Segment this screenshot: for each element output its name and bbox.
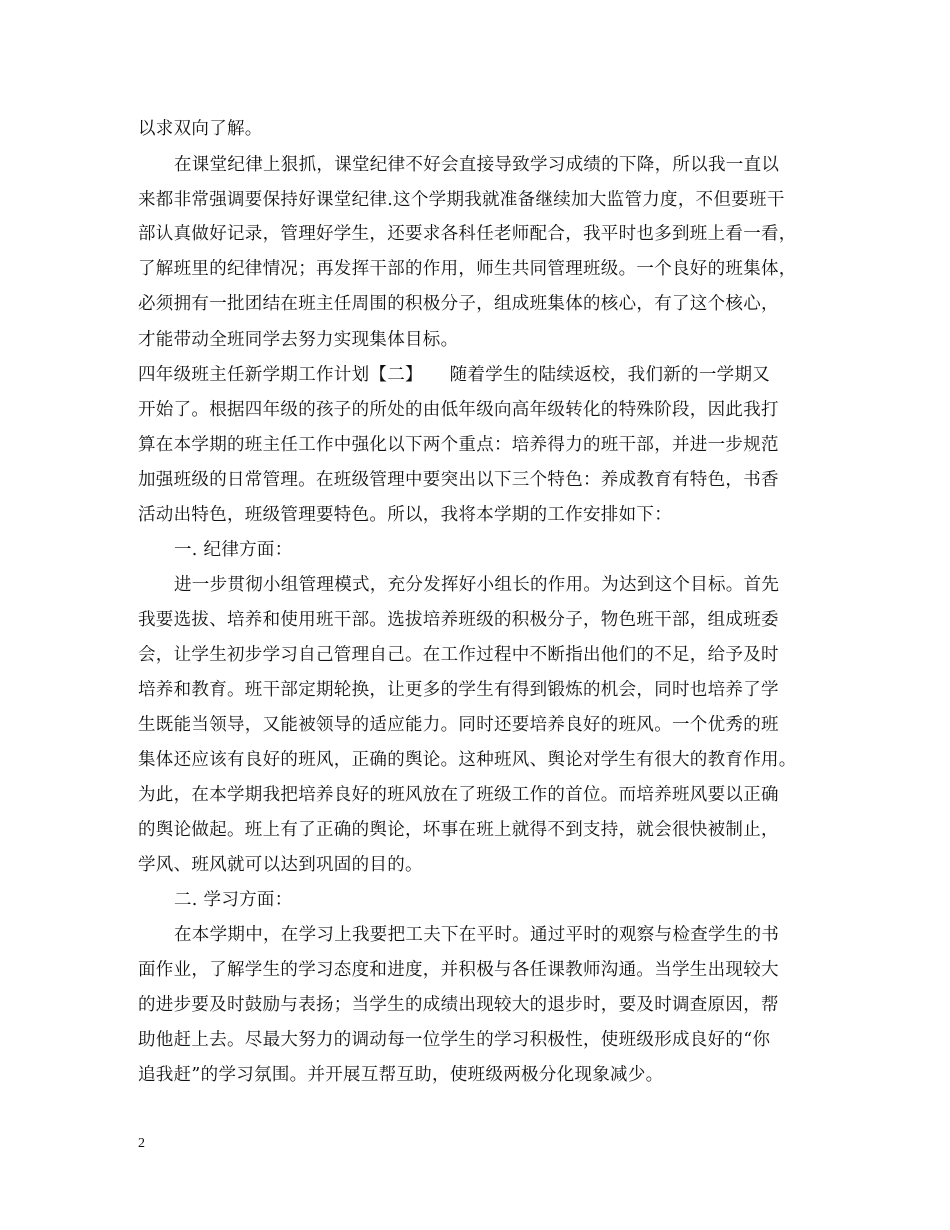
text-line: 算在本学期的班主任工作中强化以下两个重点：培养得力的班干部，并进一步规范 xyxy=(138,435,779,455)
subheading-discipline: 一. 纪律方面： xyxy=(174,540,293,560)
text-line: 以求双向了解。 xyxy=(138,119,263,139)
text-line: 追我赶”的学习氛围。并开展互帮互助，使班级两极分化现象减少。 xyxy=(138,1065,664,1085)
section-title-line: 四年级班主任新学期工作计划【二】 随着学生的陆续返校，我们新的一学期又 xyxy=(138,365,771,385)
page-number: 2 xyxy=(138,1136,145,1151)
text-line: 为此，在本学期我把培养良好的班风放在了班级工作的首位。而培养班风要以正确 xyxy=(138,785,779,805)
text-line: 培养和教育。班干部定期轮换，让更多的学生有得到锻炼的机会，同时也培养了学 xyxy=(138,680,779,700)
text-line: 会，让学生初步学习自己管理自己。在工作过程中不断指出他们的不足，给予及时 xyxy=(138,645,779,665)
text-line: 部认真做好记录，管理好学生，还要求各科任老师配合，我平时也多到班上看一看， xyxy=(138,224,797,244)
text-line: 加强班级的日常管理。在班级管理中要突出以下三个特色：养成教育有特色，书香 xyxy=(138,470,779,490)
text-line: 我要选拔、培养和使用班干部。选拔培养班级的积极分子，物色班干部，组成班委 xyxy=(138,610,779,630)
text-line: 学风、班风就可以达到巩固的目的。 xyxy=(138,855,423,875)
text-line: 才能带动全班同学去努力实现集体目标。 xyxy=(138,330,459,350)
text-line: 活动出特色，班级管理要特色。所以，我将本学期的工作安排如下： xyxy=(138,505,672,525)
text-line: 开始了。根据四年级的孩子的所处的由低年级向高年级转化的特殊阶段，因此我打 xyxy=(138,400,779,420)
text-line: 在本学期中，在学习上我要把工夫下在平时。通过平时的观察与检查学生的书 xyxy=(174,925,780,945)
text-line: 面作业，了解学生的学习态度和进度，并积极与各任课教师沟通。当学生出现较大 xyxy=(138,960,779,980)
text-line: 进一步贯彻小组管理模式，充分发挥好小组长的作用。为达到这个目标。首先 xyxy=(174,575,780,595)
text-line: 了解班里的纪律情况；再发挥干部的作用，师生共同管理班级。一个良好的班集体， xyxy=(138,259,797,279)
text-line: 集体还应该有良好的班风，正确的舆论。这种班风、舆论对学生有很大的教育作用。 xyxy=(138,750,797,770)
text-line: 助他赶上去。尽最大努力的调动每一位学生的学习积极性，使班级形成良好的“你 xyxy=(138,1030,771,1050)
text-line: 在课堂纪律上狠抓，课堂纪律不好会直接导致学习成绩的下降，所以我一直以 xyxy=(174,155,780,175)
text-line: 的舆论做起。班上有了正确的舆论，坏事在班上就得不到支持，就会很快被制止， xyxy=(138,820,779,840)
text-line: 生既能当领导，又能被领导的适应能力。同时还要培养良好的班风。一个优秀的班 xyxy=(138,715,779,735)
subheading-study: 二. 学习方面： xyxy=(174,890,293,910)
text-line: 必须拥有一批团结在班主任周围的积极分子，组成班集体的核心，有了这个核心， xyxy=(138,294,779,314)
text-line: 的进步要及时鼓励与表扬；当学生的成绩出现较大的退步时，要及时调查原因，帮 xyxy=(138,995,779,1015)
text-line: 来都非常强调要保持好课堂纪律.这个学期我就准备继续加大监管力度，不但要班干 xyxy=(138,190,785,210)
